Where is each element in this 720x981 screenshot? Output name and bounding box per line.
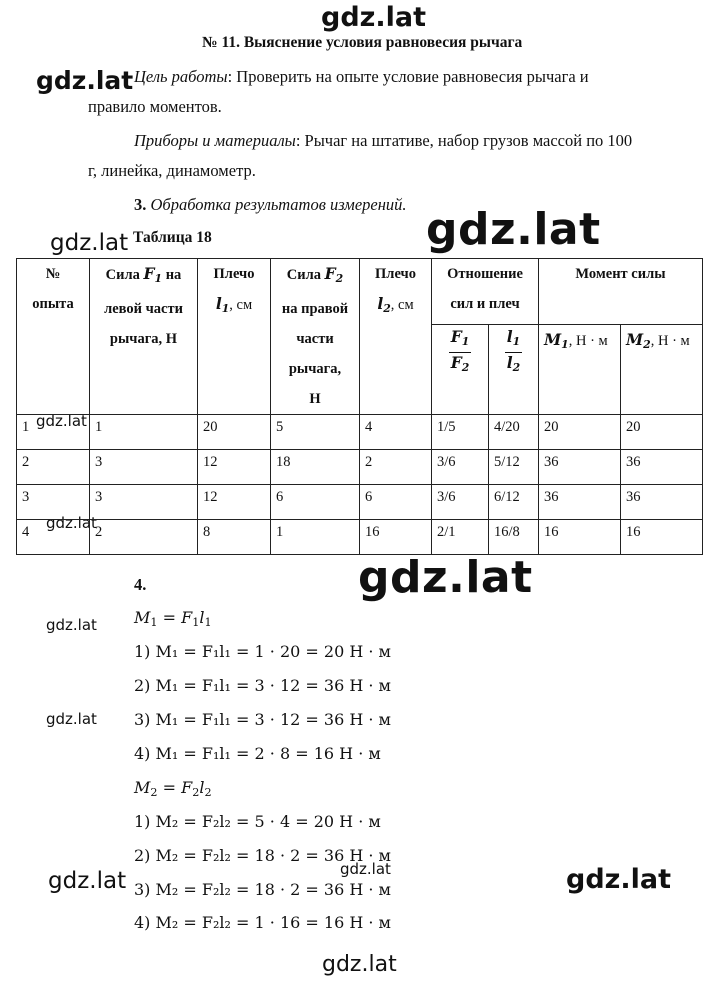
- table-cell: 3: [90, 485, 198, 520]
- goal-label: Цель работы: [134, 67, 228, 86]
- calc-m2-4: 4) M₂ = F₂l₂ = 1 · 16 = 16 Н · м: [134, 913, 391, 932]
- table-cell: 12: [198, 485, 271, 520]
- table-row: [17, 485, 703, 520]
- header-f1-word: Сила: [105, 267, 140, 283]
- table-cell: 2: [90, 520, 198, 555]
- header-l2-unit: , см: [390, 297, 414, 313]
- header-f1-na: на: [165, 267, 182, 283]
- calc-m1-2: 2) M₁ = F₁l₁ = 3 · 12 = 36 Н · м: [134, 676, 391, 695]
- header-num-line-1: №: [45, 266, 61, 282]
- table-cell: 16/8: [489, 520, 539, 555]
- section-3-title: Обработка результатов измерений.: [150, 195, 407, 214]
- section-3-number: 3.: [134, 195, 147, 214]
- table-cell: 18: [271, 450, 360, 485]
- header-ratio-line-2: сил и плеч: [450, 296, 520, 312]
- table-cell: 2: [17, 450, 90, 485]
- calc-m1-3: 3) M₁ = F₁l₁ = 3 · 12 = 36 Н · м: [134, 710, 391, 729]
- header-f1-line-3: рычага, Н: [109, 331, 178, 347]
- watermark-right: gdz.lat: [566, 864, 672, 895]
- header-ratio-line-1: Отношение: [447, 266, 523, 282]
- header-l1-word: Плечо: [213, 266, 255, 282]
- header-f2-line-4: рычага,: [288, 361, 342, 377]
- calc-m1-4: 4) M₁ = F₁l₁ = 2 · 8 = 16 Н · м: [134, 744, 381, 763]
- table-cell: 36: [621, 485, 703, 520]
- table-cell: 36: [539, 485, 621, 520]
- equipment-text-1: : Рычаг на штативе, набор грузов массой по 100: [295, 131, 633, 150]
- table-cell: 4/20: [489, 415, 539, 450]
- table-cell: 20: [539, 415, 621, 450]
- header-arm-ratio: $\frac{l_1}{l_2}$: [489, 325, 539, 415]
- table-caption: Таблица 18: [133, 229, 212, 246]
- header-f2-line-2: на правой: [281, 301, 349, 317]
- header-force-right: Сила $F_2$ на правой части рычага, Н: [271, 259, 360, 415]
- header-ratio: [432, 259, 539, 325]
- calc-m2-3: 3) M₂ = F₂l₂ = 18 · 2 = 36 Н · м: [134, 880, 391, 899]
- goal-line-2: правило моментов.: [88, 97, 222, 116]
- table-cell: 3: [90, 450, 198, 485]
- header-m1-unit: , Н · м: [568, 333, 608, 350]
- table-cell: 4: [17, 520, 90, 555]
- table-cell: 16: [621, 520, 703, 555]
- table-cell: 5/12: [489, 450, 539, 485]
- header-f2-word: Сила: [286, 267, 322, 283]
- formula-m1: $M_1 = F_1l_1$: [134, 608, 212, 629]
- header-force-ratio: $\frac{F_1}{F_2}$: [432, 325, 489, 415]
- table-cell: 2: [360, 450, 432, 485]
- header-m2-unit: , Н · м: [650, 333, 690, 350]
- results-table: [16, 258, 703, 555]
- section-4-number: 4.: [134, 575, 147, 594]
- table-cell: 1: [271, 520, 360, 555]
- header-f2-line-5: Н: [309, 391, 321, 407]
- table-cell: 5: [271, 415, 360, 450]
- table-row: [17, 450, 703, 485]
- watermark-left-4: gdz.lat: [46, 710, 97, 728]
- table-cell: 20: [198, 415, 271, 450]
- header-f1-line-2: левой части: [104, 301, 183, 317]
- table-cell: 1: [17, 415, 90, 450]
- section-3-heading: [134, 190, 407, 220]
- header-arm-left: Плечо $l_1$, см: [198, 259, 271, 415]
- equipment-line-2: г, линейка, динамометр.: [88, 161, 256, 180]
- table-cell: 8: [198, 520, 271, 555]
- table-cell: 4: [360, 415, 432, 450]
- header-moment-2: $M_2$, Н · м: [621, 325, 703, 415]
- watermark-table-2: gdz.lat: [46, 514, 97, 532]
- formula-m2: $M_2 = F_2l_2$: [134, 778, 212, 799]
- table-row: [17, 520, 703, 555]
- table-cell: 20: [621, 415, 703, 450]
- header-l1-unit: , см: [229, 297, 253, 313]
- equipment-line-1: [134, 126, 632, 156]
- table-body: [17, 415, 703, 555]
- watermark-large-2: gdz.lat: [358, 552, 533, 603]
- goal-text-1: : Проверить на опыте условие равновесия рычага и: [227, 67, 589, 86]
- table-cell: 36: [621, 450, 703, 485]
- table-cell: 16: [360, 520, 432, 555]
- table-cell: 2/1: [432, 520, 489, 555]
- table-cell: 6: [360, 485, 432, 520]
- table-cell: 6/12: [489, 485, 539, 520]
- table-cell: 3/6: [432, 450, 489, 485]
- equipment-label: Приборы и материалы: [134, 131, 296, 150]
- watermark-large-1: gdz.lat: [426, 204, 601, 255]
- header-num-line-2: опыта: [32, 296, 74, 312]
- header-experiment-number: [17, 259, 90, 415]
- page-title: № 11. Выяснение условия равновесия рычага: [202, 34, 523, 51]
- calc-m1-1: 1) M₁ = F₁l₁ = 1 · 20 = 20 Н · м: [134, 642, 391, 661]
- header-l2-word: Плечо: [375, 266, 416, 282]
- table-cell: 3/6: [432, 485, 489, 520]
- goal-line-1: [134, 62, 589, 92]
- table-row: [17, 415, 703, 450]
- calc-m2-2: 2) M₂ = F₂l₂ = 18 · 2 = 36 Н · м: [134, 846, 391, 865]
- watermark-left-3: gdz.lat: [46, 616, 97, 634]
- table-cell: 36: [539, 450, 621, 485]
- watermark-left-1: gdz.lat: [36, 66, 134, 95]
- header-moment-1: $M_1$, Н · м: [539, 325, 621, 415]
- calc-m2-1: 1) M₂ = F₂l₂ = 5 · 4 = 20 Н · м: [134, 812, 381, 831]
- table-cell: 3: [17, 485, 90, 520]
- table-header-row-1: [17, 259, 703, 325]
- watermark-top: gdz.lat: [321, 2, 427, 33]
- table-cell: 6: [271, 485, 360, 520]
- table-cell: 1: [90, 415, 198, 450]
- header-f2-line-3: части: [296, 331, 334, 347]
- watermark-left-5: gdz.lat: [48, 868, 127, 894]
- header-moment: Момент силы: [539, 259, 703, 325]
- table-cell: 1/5: [432, 415, 489, 450]
- header-arm-right: Плечо $l_2$, см: [360, 259, 432, 415]
- watermark-bottom: gdz.lat: [322, 952, 397, 977]
- table-cell: 12: [198, 450, 271, 485]
- watermark-left-2: gdz.lat: [50, 230, 129, 256]
- watermark-mid: gdz.lat: [340, 860, 391, 878]
- watermark-table-1: gdz.lat: [36, 412, 87, 430]
- table-cell: 16: [539, 520, 621, 555]
- header-force-left: Сила $F_1$ на левой части рычага, Н: [90, 259, 198, 415]
